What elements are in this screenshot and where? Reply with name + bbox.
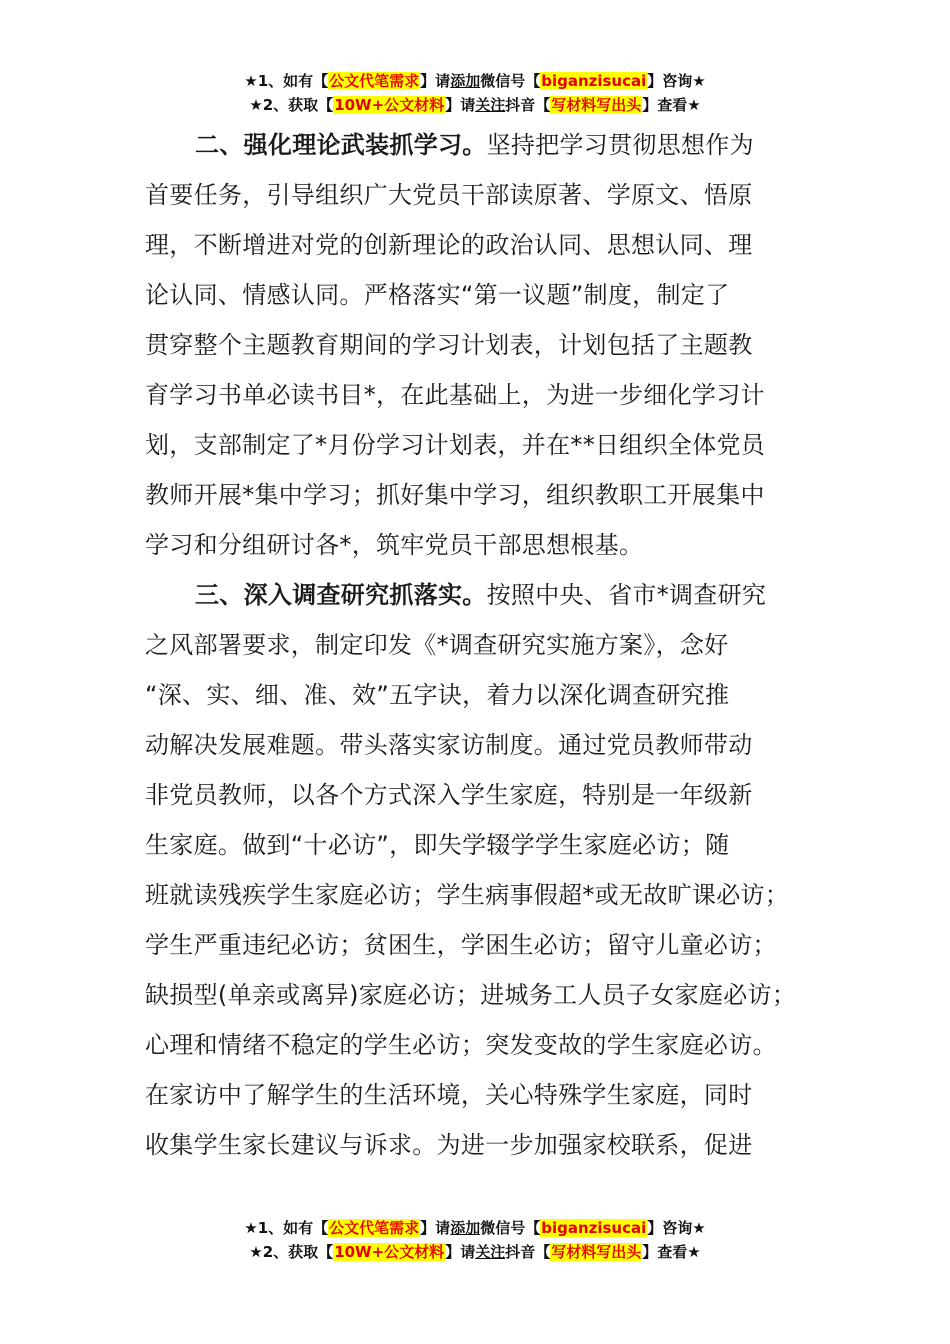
banner-text: 微信号【 [480,72,541,90]
text-line: 班就读残疾学生家庭必访；学生病事假超*或无故旷课必访； [145,881,790,909]
footer-banner [0,1216,950,1264]
text-line: 动解决发展难题。带头落实家访制度。通过党员教师带动 [145,731,753,759]
banner-text: 】咨询★ [647,72,706,90]
text-line: 收集学生家长建议与诉求。为进一步加强家校联系，促进 [145,1131,753,1159]
text-line [145,570,825,620]
text-line: 理，不断增进对党的创新理论的政治认同、思想认同、理 [145,231,753,259]
text-fragment: 按照中央、省市*调查研究 [486,581,767,609]
banner-text: 】请 [445,1243,476,1261]
paragraph-investigation [145,570,825,1170]
text-line: 学生严重违纪必访；贫困生，学困生必访；留守儿童必访； [145,931,777,959]
banner-text: 微信号【 [480,1219,541,1237]
text-line: 学习和分组研讨各*，筑牢党员干部思想根基。 [145,531,644,559]
banner-text: 抖音【 [505,96,551,114]
text-line: “深、实、细、准、效”五字诀，着力以深化调查研究推 [145,681,730,709]
banner-highlight: 公文代笔需求 [329,1219,420,1237]
text-line: 非党员教师，以各个方式深入学生家庭，特别是一年级新 [145,781,753,809]
text-fragment: 坚持把学习贯彻思想作为 [486,131,754,159]
paragraph-heading: 三、深入调查研究抓落实。 [195,581,487,609]
banner-underline: 添加 [450,72,481,90]
banner-text: 】请 [420,72,451,90]
banner-highlight: 写材料写出头 [551,1243,642,1261]
banner-text: ★1、如有【 [244,1219,329,1237]
banner-text: ★2、获取【 [249,1243,334,1261]
header-banner [0,69,950,117]
banner-text: 】查看★ [642,96,701,114]
text-line: 缺损型(单亲或离异)家庭必访；进城务工人员子女家庭必访； [145,981,797,1009]
banner-line-2 [0,93,950,117]
text-line: 论认同、情感认同。严格落实“第一议题”制度，制定了 [145,281,730,309]
text-line: 划，支部制定了*月份学习计划表，并在**日组织全体党员 [145,431,766,459]
paragraph-theory-study [145,120,825,570]
banner-text: 】请 [420,1219,451,1237]
banner-text: ★2、获取【 [249,96,334,114]
banner-text: 抖音【 [505,1243,551,1261]
text-line: 在家访中了解学生的生活环境，关心特殊学生家庭，同时 [145,1081,753,1109]
text-line: 之风部署要求，制定印发《*调查研究实施方案》，念好 [145,631,729,659]
text-line: 首要任务，引导组织广大党员干部读原著、学原文、悟原 [145,181,753,209]
banner-highlight: 10W+公文材料 [334,96,445,114]
banner-text: 】咨询★ [647,1219,706,1237]
banner-highlight: biganzisucai [541,72,647,90]
banner-text: 】请 [445,96,476,114]
text-line: 教师开展*集中学习；抓好集中学习，组织教职工开展集中 [145,481,765,509]
banner-line-1 [0,1216,950,1240]
banner-underline: 关注 [475,1243,506,1261]
banner-highlight: 10W+公文材料 [334,1243,445,1261]
text-line: 心理和情绪不稳定的学生必访；突发变故的学生家庭必访。 [145,1031,777,1059]
banner-text: 】查看★ [642,1243,701,1261]
banner-highlight: 写材料写出头 [551,96,642,114]
text-line: 生家庭。做到“十必访”，即失学辍学学生家庭必访；随 [145,831,730,859]
document-body [145,120,825,1170]
banner-highlight: 公文代笔需求 [329,72,420,90]
paragraph-heading: 二、强化理论武装抓学习。 [195,131,487,159]
text-line: 贯穿整个主题教育期间的学习计划表，计划包括了主题教 [145,331,753,359]
banner-text: ★1、如有【 [244,72,329,90]
text-line: 育学习书单必读书目*，在此基础上，为进一步细化学习计 [145,381,765,409]
banner-underline: 关注 [475,96,506,114]
banner-line-1 [0,69,950,93]
banner-line-2 [0,1240,950,1264]
banner-highlight: biganzisucai [541,1219,647,1237]
text-line [145,120,825,170]
banner-underline: 添加 [450,1219,481,1237]
